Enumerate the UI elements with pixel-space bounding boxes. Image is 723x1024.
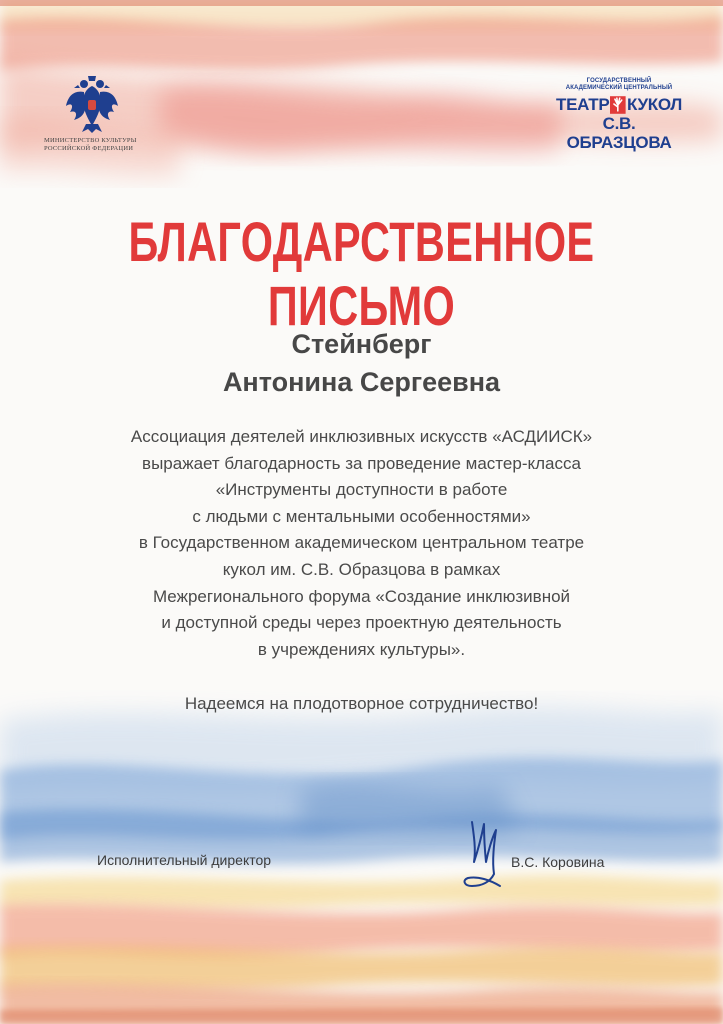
theatre-logo-wordmark	[556, 95, 682, 114]
theatre-logo-line-1: ГОСУДАРСТВЕННЫЙ	[586, 78, 652, 84]
closing-line: Надеемся на плодотворное сотрудничество!	[184, 694, 539, 713]
theatre-logo-word-puppets: КУКОЛ	[627, 95, 682, 114]
body-line: «Инструменты доступности в работе	[215, 480, 508, 500]
body-line: в Государственном академическом центральном театре	[138, 533, 585, 553]
recipient-name	[0, 325, 723, 401]
ministry-name: МИНИСТЕРСТВО КУЛЬТУРЫ РОССИЙСКОЙ ФЕДЕРАЦИИ	[44, 137, 137, 152]
body-line: в учреждениях культуры».	[257, 639, 466, 659]
puppet-hand-icon	[610, 96, 626, 114]
letter-body	[60, 424, 663, 663]
recipient-surname: Стейнберг	[291, 329, 432, 359]
body-line: и доступной среды через проектную деятельность	[161, 613, 562, 633]
handwritten-signature	[454, 816, 514, 894]
theatre-logo	[556, 78, 682, 152]
theatre-logo-line-2: АКАДЕМИЧЕСКИЙ ЦЕНТРАЛЬНЫЙ	[565, 85, 673, 91]
double-headed-eagle-icon	[64, 72, 120, 134]
theatre-logo-name: С.В. ОБРАЗЦОВА	[566, 114, 672, 152]
letter-title: БЛАГОДАРСТВЕННОЕ ПИСЬМО	[128, 210, 595, 337]
signatory-position: Исполнительный директор	[97, 852, 272, 868]
body-line: Межрегионального форума «Создание инклюзивной	[152, 586, 571, 606]
theatre-logo-word-theatre: ТЕАТР	[556, 95, 610, 114]
body-line: Ассоциация деятелей инклюзивных искусств «АСДИИСК»	[130, 427, 593, 446]
body-line: выражает благодарность за проведение мастер-класса	[142, 453, 581, 473]
signatory-name: В.С. Коровина	[511, 854, 605, 870]
body-line: кукол им. С.В. Образцова в рамках	[222, 559, 501, 579]
body-line: с людьми с ментальными особенностями»	[192, 506, 531, 526]
recipient-given-names: Антонина Сергеевна	[222, 367, 501, 397]
ministry-logo	[44, 72, 144, 153]
